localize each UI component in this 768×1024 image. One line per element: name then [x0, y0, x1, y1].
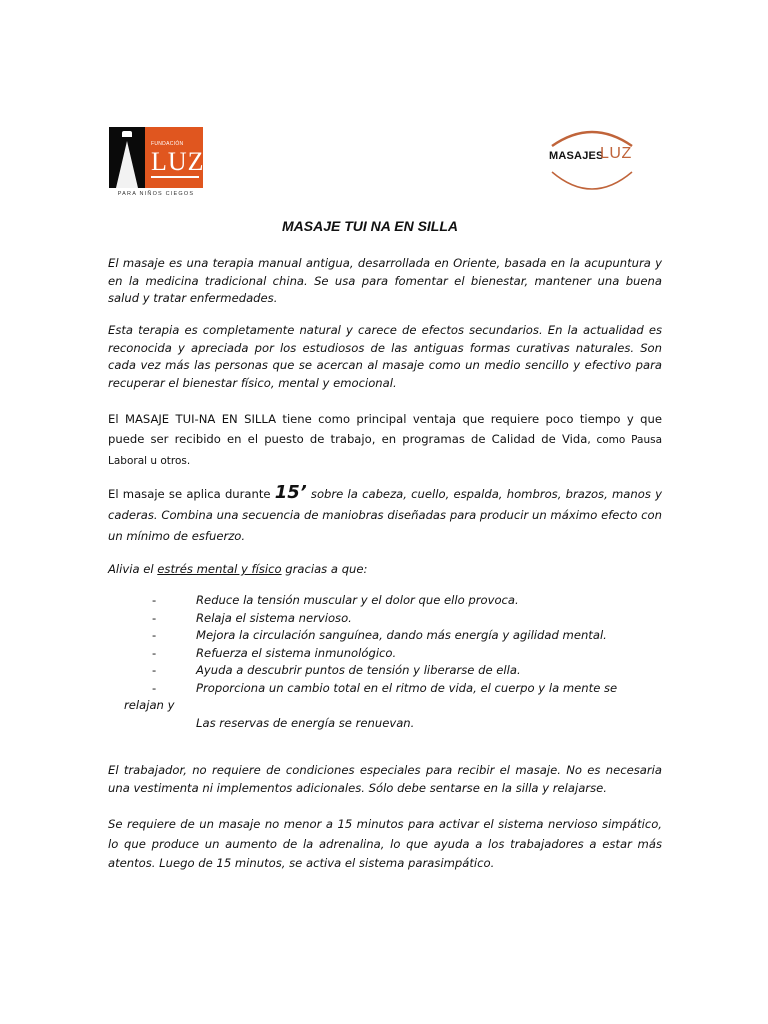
relief-post: gracias a que:: [281, 562, 368, 576]
relief-underlined: estrés mental y físico: [157, 562, 282, 576]
paragraph-advantage-tail: , como Pausa Laboral u otros.: [108, 434, 663, 467]
list-item-text: Mejora la circulación sanguínea, dando más energía y agilidad mental.: [196, 628, 607, 642]
list-item-continuation: Las reservas de energía se renuevan.: [196, 715, 415, 730]
list-item-text: Ayuda a descubrir puntos de tensión y liberarse de ella.: [196, 663, 521, 677]
list-dash: -: [152, 663, 157, 677]
paragraph-advantage: [108, 409, 662, 471]
list-item-text: Refuerza el sistema inmunológico.: [196, 645, 397, 660]
list-dash: -: [152, 610, 157, 625]
list-item-text: Reduce la tensión muscular y el dolor que ello provoca.: [196, 593, 519, 607]
paragraph-requirements: El trabajador, no requiere de condiciones especiales para recibir el masaje. No es necesaria una vestimenta ni implementos adicionales. Sólo debe sentarse en la silla y relajarse.: [108, 763, 662, 795]
list-dash: -: [152, 628, 157, 642]
paragraph-duration: [108, 482, 662, 547]
paragraph-advantage-main: El MASAJE TUI-NA EN SILLA tiene como principal ventaja que requiere poco tiempo y que puede ser recibido en el puesto de trabajo, en programas de Calidad de Vida: [108, 412, 662, 446]
logo-small-text: FUNDACIÓN: [151, 141, 184, 147]
list-item: [108, 662, 662, 680]
list-dash: -: [152, 645, 157, 660]
duration-combination: Combina una secuencia de maniobras diseñadas para producir un máximo efecto con un mínimo de esfuerzo.: [108, 508, 663, 543]
list-dash: -: [152, 593, 157, 607]
fundacion-luz-logo: [109, 127, 203, 201]
document-title: MASAJE TUI NA EN SILLA: [281, 218, 459, 234]
list-item: [108, 592, 662, 610]
logo-masajes-text: MASAJES: [549, 150, 604, 162]
list-item: [108, 610, 662, 628]
duration-value: 15’: [274, 482, 307, 503]
paragraph-nervous-system: Se requiere de un masaje no menor a 15 minutos para activar el sistema nervioso simpático, lo que produce un aumento de la adrenalina, lo que ayuda a los trabajadores a estar más atentos. Luego de 15 minutos, se activa el sistema parasimpático.: [108, 817, 662, 870]
list-item-continuation: relajan y: [124, 698, 175, 712]
logo-tagline: PARA NIÑOS CIEGOS: [117, 191, 195, 197]
benefits-list: [108, 592, 662, 732]
duration-areas: sobre la cabeza, cuello, espalda, hombros, brazos, manos y caderas.: [108, 487, 662, 522]
list-item-text: Proporciona un cambio total en el ritmo de vida, el cuerpo y la mente se: [196, 680, 618, 695]
lighthouse-icon: [122, 131, 132, 137]
list-item-text: Relaja el sistema nervioso.: [196, 610, 352, 625]
logo-name: LUZ: [151, 147, 205, 176]
paragraph-relief: [108, 561, 662, 579]
list-item: [108, 645, 662, 663]
list-item: [108, 627, 662, 645]
masajes-luz-logo: [546, 126, 638, 198]
logo-underline: [151, 176, 199, 178]
paragraph-intro: El masaje es una terapia manual antigua, desarrollada en Oriente, basada en la acupuntura y en la medicina tradicional china. Se usa para fomentar el bienestar, mantener una buena salud y tratar enfermedades.: [108, 256, 662, 305]
paragraph-natural: Esta terapia es completamente natural y carece de efectos secundarios. En la actualidad es reconocida y apreciada por los estudiosos de las antiguas formas curativas naturales. Son cada vez más las personas que se acercan al masaje como un medio sencillo y efectivo para recuperar el bienestar físico, mental y emocional.: [108, 323, 662, 390]
relief-pre: Alivia el: [108, 562, 158, 576]
list-item: [108, 680, 662, 698]
duration-intro: El masaje se aplica durante: [108, 487, 275, 501]
light-beam-icon: [116, 141, 138, 188]
list-dash: -: [152, 680, 157, 695]
logo-luz-text: LUZ: [600, 145, 632, 162]
